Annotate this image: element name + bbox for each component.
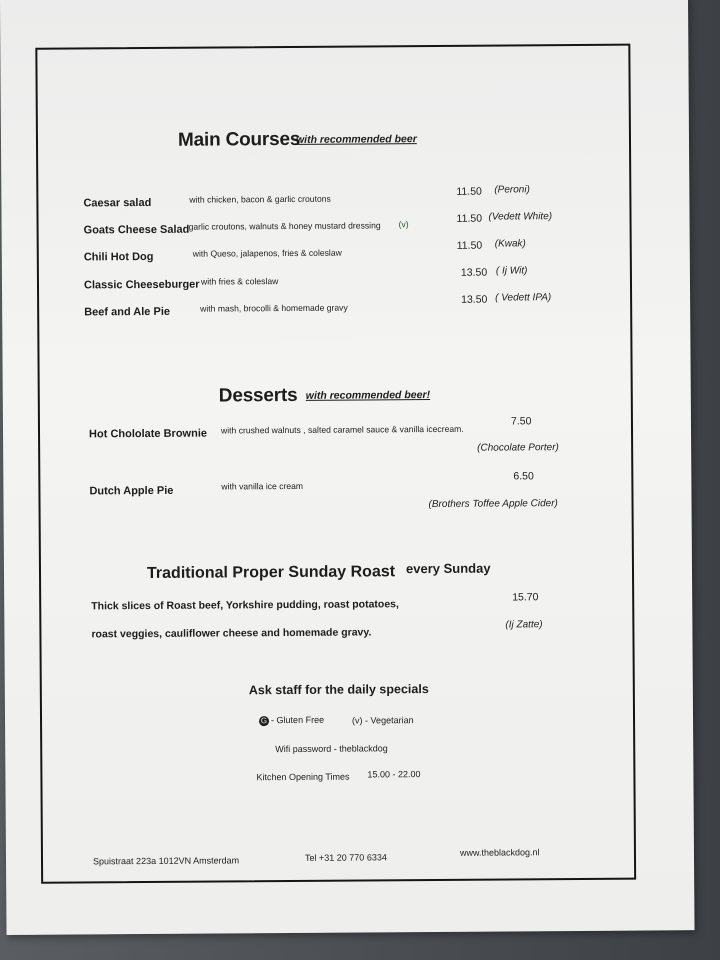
item-description: with vanilla ice cream <box>221 480 304 492</box>
kitchen-times-hours: 15.00 - 22.00 <box>367 769 421 780</box>
item-name: Beef and Ale Pie <box>84 305 171 319</box>
roast-price: 15.70 <box>512 591 539 604</box>
footer-phone: Tel +31 20 770 6334 <box>304 852 387 863</box>
item-price: 6.50 <box>513 470 534 483</box>
vegetarian-mark: (v) <box>398 219 409 230</box>
roast-title: Traditional Proper Sunday Roast <box>146 563 396 582</box>
roast-description-line-2: roast veggies, cauliflower cheese and homemade gravy. <box>91 626 372 641</box>
item-beer: (Peroni) <box>494 184 530 196</box>
vegetarian-legend: (v) - Vegetarian <box>352 715 414 726</box>
item-price: 11.50 <box>456 239 483 252</box>
item-description: with fries & coleslaw <box>200 276 279 287</box>
item-beer: ( Vedett IPA) <box>495 292 552 304</box>
item-beer: (Vedett White) <box>488 211 553 223</box>
roast-beer: (Ij Zatte) <box>505 619 543 631</box>
item-price: 13.50 <box>460 266 488 279</box>
item-price: 13.50 <box>461 293 488 306</box>
item-price: 11.50 <box>456 185 482 198</box>
roast-description-line-1: Thick slices of Roast beef, Yorkshire pudding, roast potatoes, <box>91 598 399 613</box>
item-name: Classic Cheeseburger <box>83 278 200 292</box>
item-description: with Queso, jalapenos, fries & coleslaw <box>192 247 342 259</box>
main-courses-subtitle: with recommended beer <box>295 133 417 146</box>
roast-subtitle: every Sunday <box>405 560 491 577</box>
gluten-free-legend <box>259 715 324 726</box>
main-courses-title: Main Courses <box>177 128 301 151</box>
daily-specials-note: Ask staff for the daily specials <box>248 682 429 698</box>
gluten-free-icon: G <box>260 715 268 725</box>
item-beer: (Kwak) <box>494 238 526 250</box>
item-price: 11.50 <box>456 212 483 225</box>
item-name: Chili Hot Dog <box>83 250 154 264</box>
item-description: with chicken, bacon & garlic croutons <box>189 193 331 205</box>
item-description: garlic croutons, walnuts & honey mustard dressing <box>188 220 381 232</box>
item-name: Hot Chololate Brownie <box>88 427 208 441</box>
item-description: with crushed walnuts , salted caramel sauce & vanilla icecream. <box>220 423 464 436</box>
desserts-subtitle: with recommended beer! <box>305 389 431 402</box>
footer-address: Spuistraat 223a 1012VN Amsterdam <box>92 855 240 867</box>
menu-border <box>35 44 636 884</box>
item-beer: (Brothers Toffee Apple Cider) <box>428 498 558 511</box>
gluten-free-label: - Gluten Free <box>270 714 325 726</box>
item-description: with mash, brocolli & homemade gravy <box>200 302 348 314</box>
item-name: Dutch Apple Pie <box>89 484 174 498</box>
item-price: 7.50 <box>510 415 532 428</box>
item-name: Goats Cheese Salad <box>83 223 190 237</box>
footer-website: www.theblackdog.nl <box>459 847 540 858</box>
item-name: Caesar salad <box>83 196 152 210</box>
item-beer: (Chocolate Porter) <box>477 442 559 454</box>
item-beer: ( Ij Wit) <box>495 265 528 277</box>
desserts-title: Desserts <box>218 384 298 407</box>
wifi-password: Wifi password - theblackdog <box>275 743 388 755</box>
kitchen-times-label: Kitchen Opening Times <box>256 771 350 783</box>
